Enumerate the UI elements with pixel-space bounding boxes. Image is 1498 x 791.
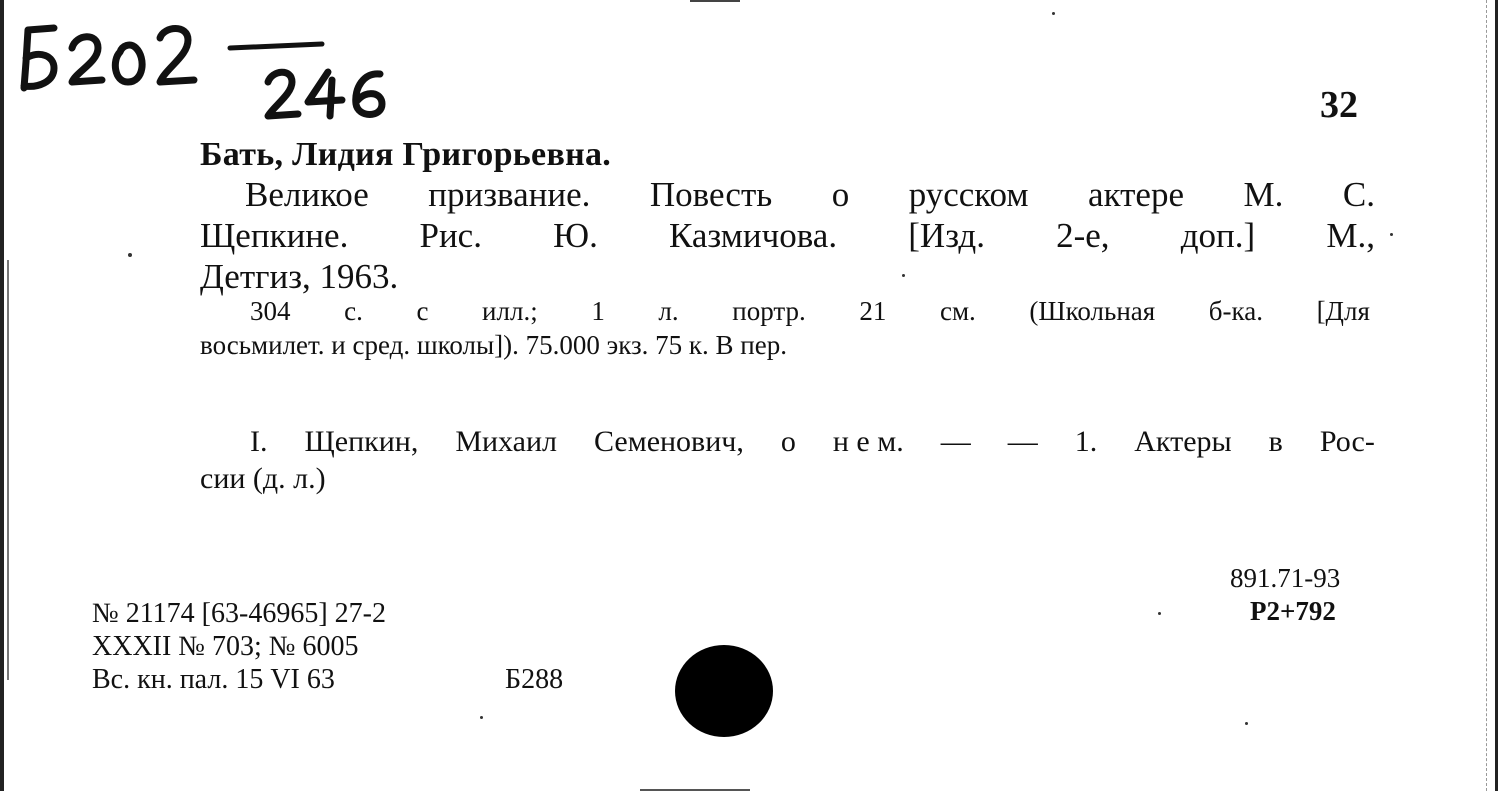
- scan-speck: [480, 716, 483, 719]
- scan-speck: [128, 253, 132, 257]
- scan-speck: [1245, 722, 1248, 725]
- word: Михаил: [455, 425, 558, 458]
- subject-heading-line-1: [250, 427, 1375, 457]
- word: 1: [591, 296, 605, 326]
- word: (Школьная: [1029, 296, 1156, 326]
- top-scan-mark: [690, 0, 740, 2]
- scan-speck: [1052, 12, 1055, 15]
- word: 304: [250, 296, 291, 326]
- word: 1.: [1074, 425, 1098, 458]
- word: Повесть: [649, 175, 773, 214]
- word: Великое: [245, 175, 369, 214]
- word: б-ка.: [1208, 296, 1263, 326]
- title-line-2: [200, 218, 1375, 253]
- word: М.,: [1326, 216, 1375, 255]
- word: Рис.: [419, 216, 482, 255]
- word: 2-е,: [1056, 216, 1110, 255]
- card-right-dashed-edge: [1486, 0, 1488, 791]
- word: см.: [939, 296, 976, 326]
- word: портр.: [732, 296, 806, 326]
- physical-description-line-2: восьмилет. и сред. школы]). 75.000 экз. 75 к. В пер.: [200, 330, 787, 360]
- registration-code: Б288: [505, 664, 564, 695]
- word: о: [780, 425, 796, 458]
- word: с.: [344, 296, 363, 326]
- registration-line-3: Вс. кн. пал. 15 VI 63: [92, 664, 335, 695]
- registration-line-1: № 21174 [63-46965] 27-2: [92, 598, 386, 629]
- word: I.: [250, 425, 268, 458]
- physical-description-line-1: [250, 298, 1370, 325]
- word: Семенович,: [594, 425, 744, 458]
- word: Рос-: [1319, 425, 1375, 458]
- word: 21: [859, 296, 887, 326]
- word: —: [940, 425, 971, 458]
- card-left-edge-inner: [7, 260, 9, 680]
- word: доп.]: [1180, 216, 1256, 255]
- word: Казмичова.: [669, 216, 838, 255]
- title-line-3: Детгиз, 1963.: [200, 257, 399, 296]
- word: Щепкин,: [304, 425, 419, 458]
- scan-speck: [902, 274, 905, 277]
- word: русском: [908, 175, 1029, 214]
- scan-speck: [1158, 612, 1161, 615]
- handwritten-call-number: [10, 10, 390, 120]
- word: актере: [1088, 175, 1184, 214]
- word: —: [1007, 425, 1038, 458]
- title-line-1: [245, 177, 1375, 212]
- author-heading: Бать, Лидия Григорьевна.: [200, 136, 612, 173]
- word: о: [831, 175, 850, 214]
- word: [Для: [1316, 296, 1370, 326]
- word: Щепкине.: [200, 216, 349, 255]
- word: л.: [658, 296, 679, 326]
- word: [Изд.: [908, 216, 985, 255]
- bbk-classification: Р2+792: [1250, 596, 1336, 626]
- word: призвание.: [428, 175, 591, 214]
- card-number: 32: [1320, 84, 1358, 126]
- word: Ю.: [553, 216, 598, 255]
- word: М.: [1243, 175, 1284, 214]
- udc-classification: 891.71-93: [1230, 563, 1341, 593]
- word: н е м.: [832, 425, 904, 458]
- word: илл.;: [482, 296, 538, 326]
- card-left-edge: [0, 0, 4, 791]
- word: в: [1268, 425, 1283, 458]
- punch-hole: [675, 645, 773, 737]
- word: Актеры: [1134, 425, 1232, 458]
- subject-heading-line-2: сии (д. л.): [200, 462, 326, 495]
- scan-speck: [1390, 233, 1393, 236]
- word: с: [416, 296, 429, 326]
- word: С.: [1342, 175, 1375, 214]
- registration-line-2: XXXII № 703; № 6005: [92, 631, 359, 662]
